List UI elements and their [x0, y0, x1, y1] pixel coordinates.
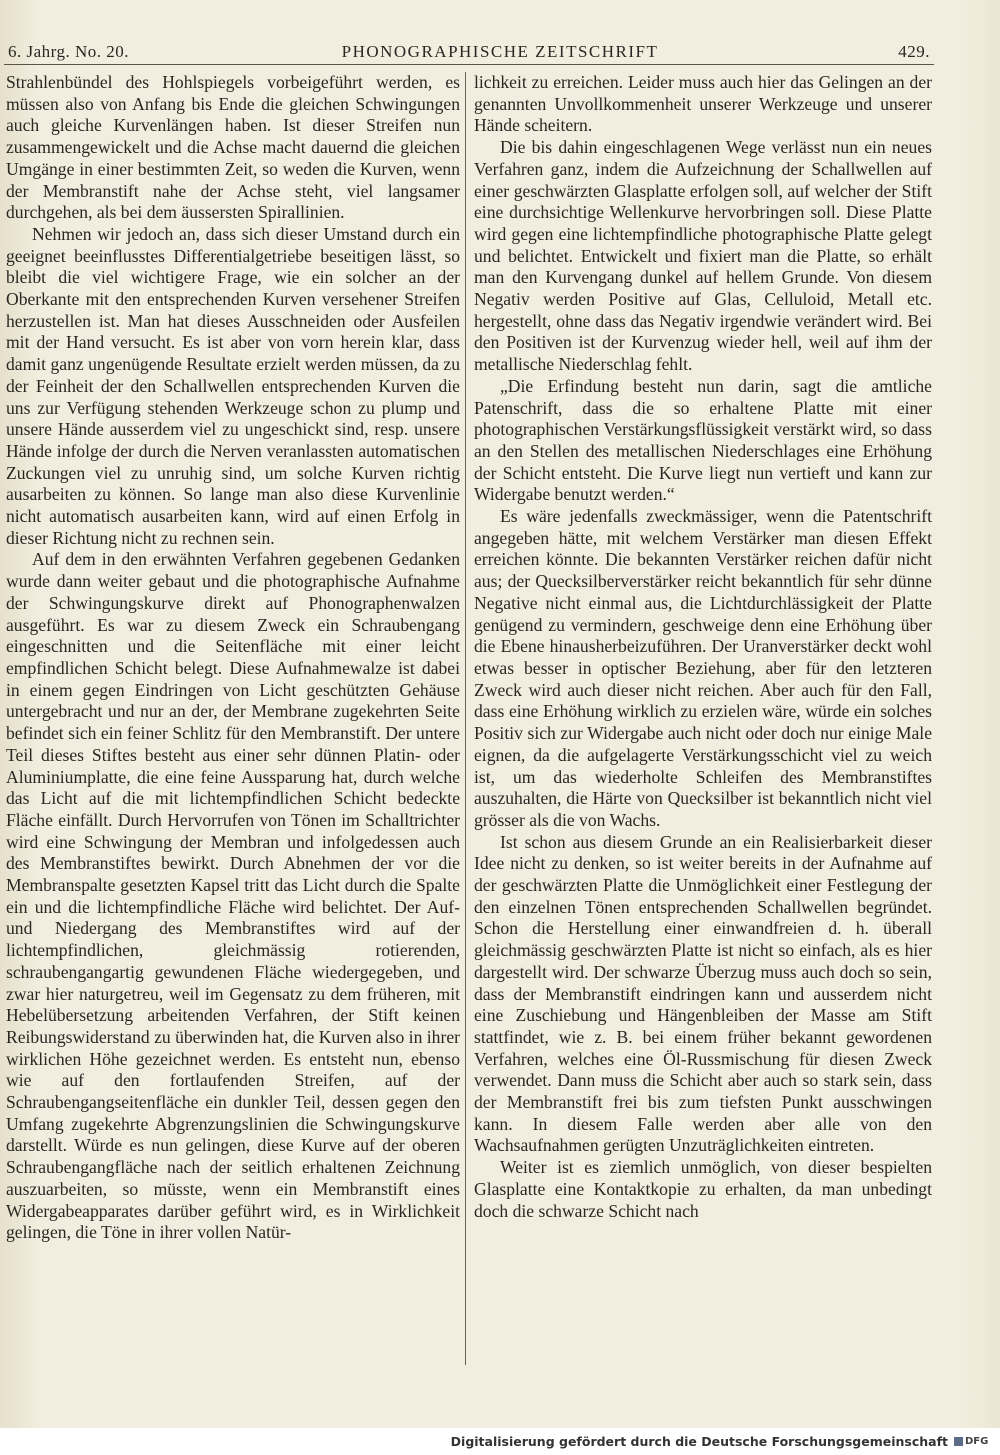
paragraph: lichkeit zu erreichen. Leider muss auch hier das Gelingen an der genannten Unvollkommenheit unserer Werkzeuge und unserer Hände scheitern.: [474, 72, 932, 136]
funding-credit: Digitalisierung gefördert durch die Deutsche Forschungsgemeinschaft: [450, 1434, 948, 1449]
paragraph: Es wäre jedenfalls zweckmässiger, wenn die Patentschrift angegeben hätte, mit welchem Verstärker man diesen Effekt erreichen könnte. Die bekannten Verstärker reichen dafür nicht aus; der Quecksilberverstärker reicht bekanntlich für sehr dünne Negative nicht einmal aus, die Lichtdurchlässigkeit der Platte genügend zu vermindern, geschweige denn eine Erhöhung über die Ebene hinausherbeizuführen. Der Uranverstärker deckt wohl etwas besser in optischer Beziehung, aber für den letzteren Zweck wird auch dieser nicht reichen. Aber auch für den Fall, dass eine Erhöhung wirklich zu erzielen wäre, würde ein solches Positiv sich zur Widergabe auch nicht oder doch nur einige Male eignen, da die aufgelagerte Verstärkungsschicht viel zu weich ist, um das wiederholte Schleifen des Membranstiftes auszuhalten, die Härte von Quecksilber ist bekanntlich nicht viel grösser als die von Wachs.: [474, 506, 932, 830]
paragraph: Die bis dahin eingeschlagenen Wege verlässt nun ein neues Verfahren ganz, indem die Aufzeichnung der Schallwellen auf einer geschwärzten Glasplatte erfolgen soll, auf welcher der Stift eine durchsichtige Wellenkurve hervorbringen soll. Diese Platte wird gegen eine lichtempfindliche photographische Platte gelegt und belichtet. Entwickelt und fixiert man die Platte, so erhält man den Kurvengang dunkel auf hellem Grunde. Von diesem Negativ werden Positive auf Glas, Celluloid, Metall etc. hergestellt, ohne dass das Negativ irgendwie verändert wird. Bei den Positiven ist der Kurvenzug wieder hell, weil auf ihm der metallische Niederschlag fehlt.: [474, 137, 932, 375]
paragraph: „Die Erfindung besteht nun darin, sagt die amtliche Patenschrift, dass die so erhaltene Platte mit einer photographischen Verstärkungsflüssigkeit verstärkt wird, so dass an den Stellen des metallischen Niederschlages eine Erhöhung der Schicht entsteht. Die Kurve liegt nun vertieft und kann zur Widergabe benutzt werden.“: [474, 375, 932, 505]
issue-label: 6. Jahrg. No. 20.: [8, 42, 130, 61]
paragraph: Weiter ist es ziemlich unmöglich, von dieser bespielten Glasplatte eine Kontaktkopie zu erhalten, da man unbedingt doch die schwarze Schicht nach: [474, 1157, 932, 1221]
page-number: 429.: [898, 42, 930, 61]
left-column: [6, 72, 460, 1244]
journal-title: PHONOGRAPHISCHE ZEITSCHRIFT: [341, 42, 659, 61]
paragraph: Ist schon aus diesem Grunde an ein Realisierbarkeit dieser Idee nicht zu denken, so ist weiter bereits in der Aufnahme auf der geschwärzten Platte die Unmöglichkeit einer Festlegung der den einzelnen Tönen entsprechenden Schallwellen begründet. Schon die Herstellung einer einwandfreien d. h. überall gleichmässig geschwärzten Platte ist nicht so einfach, als es hier dargestellt wird. Der schwarze Überzug muss auch doch so sein, dass der Membranstift eindringen kann und ausserdem nicht eine Zuschiebung und Hängenbleiben der Masse am Stift stattfindet, wie z. B. bei einem früher bekannt gewordenen Verfahren, welches eine Öl-Russmischung für diesen Zweck verwendet. Dann muss die Schicht aber auch so stark sein, dass der Membranstift frei bis zum tiefsten Punkt ausschwingen kann. In diesem Falle werden aber alle von den Wachsaufnahmen gerügten Unzuträglichkeiten eintreten.: [474, 831, 932, 1156]
column-divider: [465, 72, 466, 1365]
paragraph: Strahlenbündel des Hohlspiegels vorbeigeführt werden, es müssen also von Anfang bis Ende die gleichen Schwingungen auch gleiche Kurvenlängen haben. Ist dieser Streifen nun zusammengewickelt und die Achse macht dauernd die gleichen Umgänge in einer bestimmten Zeit, so weden die Kurven, wenn der Membranstift nahe der Achse steht, viel langsamer durchgehen, als bei dem äussersten Spirallinien.: [6, 72, 460, 223]
logo-text: DFG: [965, 1435, 989, 1447]
right-column: [474, 72, 932, 1222]
logo-square: [954, 1437, 963, 1446]
header-rule: [4, 64, 934, 65]
paragraph: Nehmen wir jedoch an, dass sich dieser Umstand durch ein geeignet beeinflusstes Differentialgetriebe beseitigen lässt, so bleibt die viel wichtigere Frage, wie ein solcher an der Oberkante mit den entsprechenden Kurven versehener Streifen herzustellen ist. Man hat dieses Ausschneiden oder Ausfeilen mit der Hand versucht. Es ist aber von vorn herein klar, dass damit ganz ungenügende Resultate erzielt werden müssen, da zu der Feinheit der den Schallwellen entsprechenden Kurven die uns zur Verfügung stehenden Werkzeuge schon zu plump und unsere Hände ausserdem viel zu ungeschickt sind, resp. unsere Hände infolge der durch die Nerven veranlassten automatischen Zuckungen viel zu unruhig sind, um solche Kurven richtig ausarbeiten zu können. So lange man also diese Kurvenlinie nicht automatisch ausarbeiten kann, wird auf einen Erfolg in dieser Richtung nicht zu rechnen sein.: [6, 223, 460, 548]
paragraph: Auf dem in den erwähnten Verfahren gegebenen Gedanken wurde dann weiter gebaut und die photographische Aufnahme der Schwingungskurve direkt auf Phonographenwalzen ausgeführt. Es war zu diesem Zweck ein Schraubengang eingeschnitten und die Seitenfläche mit einer leicht empfindlichen Schicht belegt. Diese Aufnahmewalze ist dabei in einem gegen Eindringen von Licht geschützten Gehäuse untergebracht und nur an der, der Membrane zugekehrten Seite befindet sich ein feiner Schlitz für den Membranstift. Der untere Teil dieses Stiftes besteht aus einer sehr dünnen Platin- oder Aluminiumplatte, die eine feine Aussparung hat, durch welche das Licht auf die mit lichtempfindlichen Schicht bedeckte Fläche einfällt. Durch Hervorrufen von Tönen im Schalltrichter wird eine Schwingung der Membran und infolgedessen auch des Membranstiftes bewirkt. Durch Abnehmen der vor die Membranspalte gesetzten Kapsel tritt das Licht durch die Spalte ein und die lichtempfindliche Fläche wird belichtet. Der Auf- und Niedergang des Membranstiftes wird auf der lichtempfindlichen, gleichmässig rotierenden, schraubengangartig gewundenen Fläche wiedergegeben, und zwar hier naturgetreu, weil im Gegensatz zu dem früheren, mit Hebelübersetzung arbeitenden Verfahren, der Stift keinen Reibungswiderstand zu überwinden hat, die Kurven also in ihrer wirklichen Höhe gezeichnet werden. Es entsteht nun, ebenso wie auf den fortlaufenden Streifen, auf der Schraubengangseitenfläche ein dunkler Teil, dessen gegen den Umfang zugekehrte Abgrenzungslinien die Schwingungskurve darstellt. Würde es nun gelingen, diese Kurve auf der oberen Schraubengangfläche nach der seitlich erhaltenen Zeichnung auszuarbeiten, so müsste, wenn ein Membranstift eines Widergabeapparates darüber geführt wird, es in Wirklichkeit gelingen, die Töne in ihrer vollen Natür-: [6, 549, 460, 1243]
digitization-footer: [0, 1428, 1000, 1455]
dfg-logo-icon: [954, 1433, 994, 1449]
